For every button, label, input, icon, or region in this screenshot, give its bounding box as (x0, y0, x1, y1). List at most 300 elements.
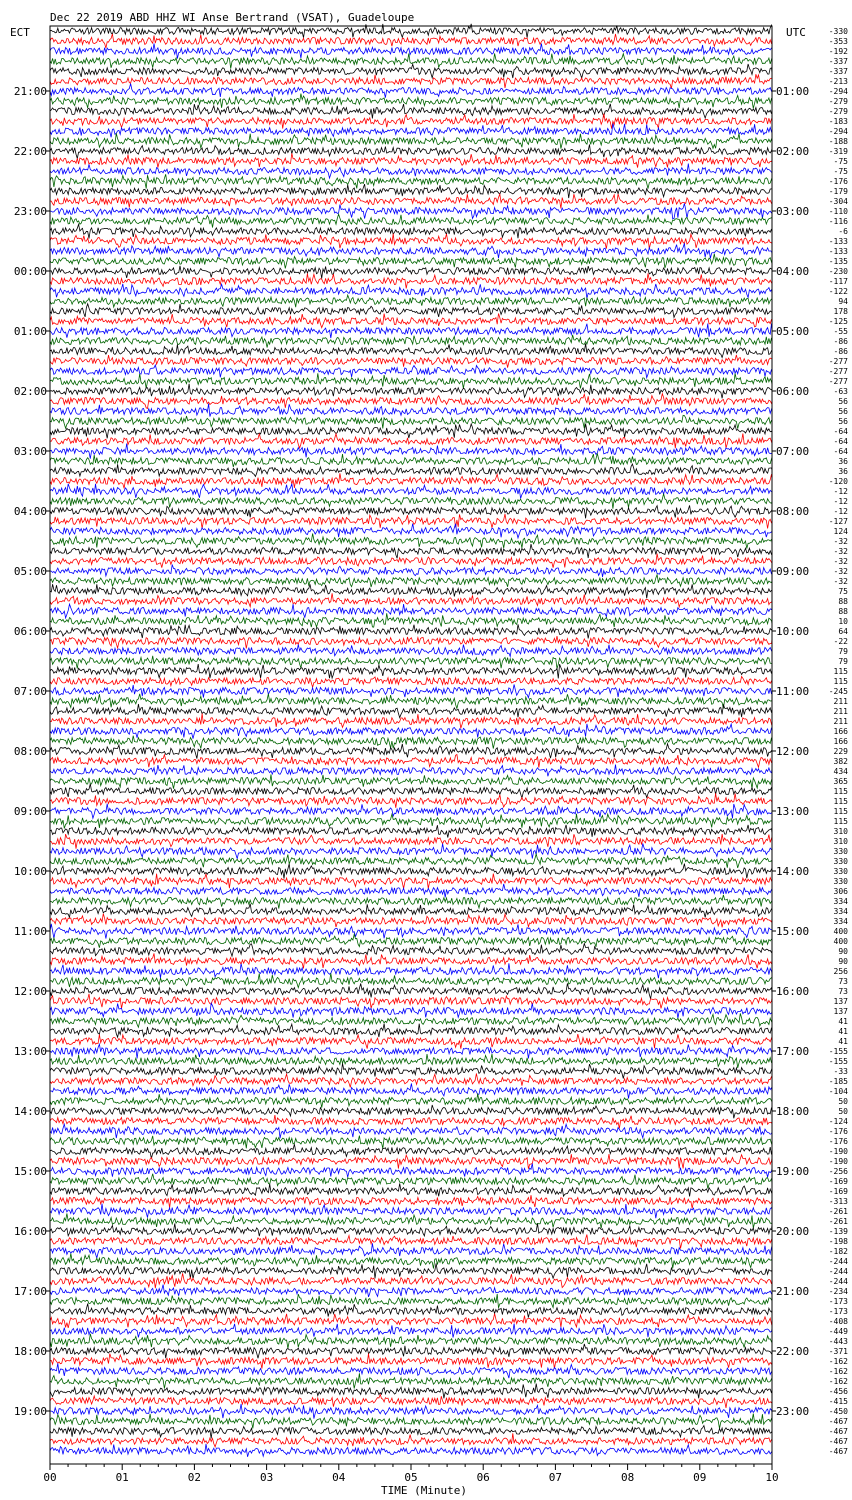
trace-offset-63: 79 (838, 657, 848, 666)
trace-offset-74: 434 (833, 767, 848, 776)
trace-offset-107: 50 (838, 1097, 848, 1106)
trace-offset-34: -277 (828, 367, 848, 376)
right-hour-label-11: 12:00 (776, 745, 810, 758)
trace-offset-50: 124 (833, 527, 848, 536)
trace-offset-94: 256 (833, 967, 848, 976)
seismic-trace-61 (50, 636, 772, 648)
trace-offset-21: -133 (828, 237, 848, 246)
trace-offset-104: -33 (833, 1067, 848, 1076)
right-hour-label-14: 15:00 (776, 925, 810, 938)
right-hour-label-13: 14:00 (776, 865, 810, 878)
seismic-trace-33 (50, 355, 772, 368)
trace-offset-75: 365 (833, 777, 848, 786)
seismic-trace-90 (50, 924, 772, 939)
trace-offset-106: -104 (828, 1087, 848, 1096)
right-hour-label-0: 01:00 (776, 85, 810, 98)
right-hour-label-15: 16:00 (776, 985, 810, 998)
right-hour-label-18: 19:00 (776, 1165, 810, 1178)
trace-offset-102: -155 (828, 1047, 848, 1056)
trace-offset-91: 400 (833, 937, 848, 946)
seismic-trace-38 (50, 404, 772, 417)
seismic-trace-107 (50, 1094, 772, 1108)
seismic-trace-133 (50, 1354, 772, 1369)
x-tick-label-4: 04 (332, 1471, 346, 1484)
seismic-trace-123 (50, 1253, 772, 1268)
left-hour-label-2: 23:00 (13, 205, 47, 218)
trace-offset-113: -190 (828, 1157, 848, 1166)
trace-offset-17: -304 (828, 197, 848, 206)
seismic-trace-69 (50, 714, 772, 729)
trace-offset-101: 41 (838, 1037, 848, 1046)
seismic-trace-26 (50, 284, 772, 299)
trace-offset-5: -213 (828, 77, 848, 86)
trace-offset-6: -294 (828, 87, 848, 96)
seismic-trace-2 (50, 43, 772, 58)
trace-offset-44: 36 (838, 467, 848, 476)
seismic-trace-68 (50, 704, 772, 718)
seismic-trace-12 (50, 145, 772, 159)
trace-offset-76: 115 (833, 787, 848, 796)
left-hour-label-8: 05:00 (13, 565, 47, 578)
seismic-trace-85 (50, 874, 772, 889)
trace-offset-31: -86 (833, 337, 848, 346)
seismic-trace-45 (50, 473, 772, 488)
trace-offset-137: -415 (828, 1397, 848, 1406)
seismic-trace-66 (50, 685, 772, 698)
seismic-trace-102 (50, 1044, 772, 1058)
seismic-trace-114 (50, 1164, 772, 1178)
trace-offset-39: 56 (838, 417, 848, 426)
trace-offset-48: -12 (833, 507, 848, 516)
seismic-trace-64 (50, 664, 772, 678)
left-hour-labels (14, 85, 50, 1418)
seismic-trace-24 (50, 266, 772, 279)
trace-offset-59: 10 (838, 617, 848, 626)
trace-offset-49: -127 (828, 517, 848, 526)
trace-offset-47: -12 (833, 497, 848, 506)
trace-offset-67: 211 (833, 697, 848, 706)
trace-offset-80: 310 (833, 827, 848, 836)
x-tick-label-10: 10 (765, 1471, 779, 1484)
trace-offset-97: 137 (833, 997, 848, 1006)
left-hour-label-6: 03:00 (13, 445, 47, 458)
seismic-trace-75 (50, 774, 772, 788)
trace-offset-46: -12 (833, 487, 848, 496)
right-hour-label-19: 20:00 (776, 1225, 810, 1238)
trace-offset-72: 229 (833, 747, 848, 756)
trace-offset-61: -22 (833, 637, 848, 646)
seismic-trace-99 (50, 1013, 772, 1027)
left-hour-label-0: 21:00 (13, 85, 47, 98)
trace-offset-109: -124 (828, 1117, 848, 1126)
trace-offset-40: -64 (833, 427, 848, 436)
trace-offset-26: -122 (828, 287, 848, 296)
trace-offset-62: 79 (838, 647, 848, 656)
seismic-trace-142 (50, 1444, 772, 1457)
seismic-trace-81 (50, 834, 772, 849)
trace-offset-23: -135 (828, 257, 848, 266)
trace-offset-125: -244 (828, 1277, 848, 1286)
seismic-trace-30 (50, 324, 772, 338)
trace-offset-9: -183 (828, 117, 848, 126)
seismic-trace-127 (50, 1294, 772, 1308)
trace-offset-93: 90 (838, 957, 848, 966)
trace-offset-99: 41 (838, 1017, 848, 1026)
trace-offset-139: -467 (828, 1417, 848, 1426)
seismic-trace-65 (50, 677, 772, 688)
seismic-trace-116 (50, 1183, 772, 1196)
trace-offset-70: 166 (833, 727, 848, 736)
trace-offset-129: -408 (828, 1317, 848, 1326)
trace-offset-84: 330 (833, 867, 848, 876)
trace-offset-124: -244 (828, 1267, 848, 1276)
right-hour-labels (772, 85, 809, 1418)
seismic-trace-51 (50, 534, 772, 549)
seismic-trace-52 (50, 544, 772, 558)
trace-offset-132: -371 (828, 1347, 848, 1356)
seismic-trace-49 (50, 514, 772, 528)
trace-offset-69: 211 (833, 717, 848, 726)
seismic-trace-59 (50, 613, 772, 627)
seismic-trace-20 (50, 224, 772, 238)
trace-offset-27: 94 (838, 297, 848, 306)
trace-offset-60: 64 (838, 627, 848, 636)
seismic-trace-92 (50, 944, 772, 957)
seismic-trace-40 (50, 424, 772, 439)
trace-offset-22: -133 (828, 247, 848, 256)
seismic-trace-86 (50, 884, 772, 898)
trace-offset-3: -337 (828, 57, 848, 66)
right-timezone-label: UTC (786, 26, 806, 39)
seismic-trace-117 (50, 1195, 772, 1208)
seismic-trace-101 (50, 1034, 772, 1049)
seismic-trace-71 (50, 736, 772, 749)
trace-offset-133: -162 (828, 1357, 848, 1366)
trace-offset-35: -277 (828, 377, 848, 386)
seismic-trace-57 (50, 593, 772, 607)
seismic-trace-139 (50, 1414, 772, 1429)
trace-offset-11: -188 (828, 137, 848, 146)
seismic-trace-23 (50, 254, 772, 269)
seismic-trace-120 (50, 1223, 772, 1236)
x-tick-label-2: 02 (187, 1471, 202, 1484)
right-hour-label-10: 11:00 (776, 685, 810, 698)
seismic-trace-138 (50, 1404, 772, 1419)
trace-offset-54: -32 (833, 567, 848, 576)
seismic-trace-21 (50, 234, 772, 249)
seismic-trace-88 (50, 904, 772, 918)
trace-offset-114: -256 (828, 1167, 848, 1176)
seismic-trace-109 (50, 1115, 772, 1128)
seismic-trace-97 (50, 994, 772, 1009)
left-hour-label-3: 00:00 (13, 265, 47, 278)
trace-offset-10: -294 (828, 127, 848, 136)
x-tick-label-1: 01 (115, 1471, 129, 1484)
left-hour-label-10: 07:00 (13, 685, 47, 698)
trace-offset-25: -117 (828, 277, 848, 286)
left-hour-label-20: 17:00 (13, 1285, 47, 1298)
right-hour-label-5: 06:00 (776, 385, 810, 398)
right-hour-label-20: 21:00 (776, 1285, 810, 1298)
trace-offset-65: 115 (833, 677, 848, 686)
left-hour-label-18: 15:00 (13, 1165, 47, 1178)
trace-offset-52: -32 (833, 547, 848, 556)
trace-offset-89: 334 (833, 917, 848, 926)
seismic-trace-60 (50, 624, 772, 638)
seismic-trace-132 (50, 1344, 772, 1358)
trace-offset-73: 382 (833, 757, 848, 766)
trace-offset-53: -32 (833, 557, 848, 566)
left-hour-label-1: 22:00 (13, 145, 47, 158)
trace-offset-142: -467 (828, 1447, 848, 1456)
seismic-trace-18 (50, 203, 772, 218)
right-hour-label-1: 02:00 (776, 145, 810, 158)
trace-offset-86: 306 (833, 887, 848, 896)
seismic-trace-79 (50, 814, 772, 829)
x-tick-label-3: 03 (259, 1471, 274, 1484)
trace-offset-labels (829, 27, 848, 1456)
seismic-trace-96 (50, 983, 772, 998)
left-hour-label-4: 01:00 (13, 325, 47, 338)
right-hour-label-21: 22:00 (776, 1345, 810, 1358)
seismic-trace-82 (50, 844, 772, 859)
trace-offset-78: 115 (833, 807, 848, 816)
left-hour-label-5: 02:00 (13, 385, 47, 398)
seismic-trace-41 (50, 434, 772, 449)
trace-offset-43: 36 (838, 457, 848, 466)
x-tick-label-5: 05 (404, 1471, 418, 1484)
seismic-trace-63 (50, 656, 772, 669)
seismic-trace-55 (50, 575, 772, 587)
seismic-trace-130 (50, 1324, 772, 1338)
seismic-trace-25 (50, 273, 772, 288)
seismic-trace-122 (50, 1243, 772, 1258)
trace-offset-81: 310 (833, 837, 848, 846)
seismic-trace-16 (50, 184, 772, 198)
trace-offset-0: -330 (828, 27, 848, 36)
trace-offset-126: -234 (828, 1287, 848, 1296)
seismic-trace-44 (50, 464, 772, 477)
trace-group (50, 24, 772, 1457)
seismic-trace-118 (50, 1204, 772, 1219)
seismic-trace-124 (50, 1263, 772, 1278)
seismic-trace-98 (50, 1003, 772, 1018)
trace-offset-100: 41 (838, 1027, 848, 1036)
seismic-trace-62 (50, 645, 772, 657)
trace-offset-19: -116 (828, 217, 848, 226)
trace-offset-7: -279 (828, 97, 848, 106)
trace-offset-32: -86 (833, 347, 848, 356)
seismic-trace-10 (50, 124, 772, 138)
chart-title: Dec 22 2019 ABD HHZ WI Anse Bertrand (VSAT), Guadeloupe (50, 11, 415, 24)
trace-offset-117: -313 (828, 1197, 848, 1206)
x-tick-label-6: 06 (476, 1471, 490, 1484)
trace-offset-108: 50 (838, 1107, 848, 1116)
trace-offset-98: 137 (833, 1007, 848, 1016)
seismic-trace-27 (50, 295, 772, 307)
right-hour-label-8: 09:00 (776, 565, 810, 578)
right-hour-label-16: 17:00 (776, 1045, 810, 1058)
x-tick-label-9: 09 (693, 1471, 707, 1484)
trace-offset-42: -64 (833, 447, 848, 456)
right-hour-label-9: 10:00 (776, 625, 810, 638)
trace-offset-1: -353 (828, 37, 848, 46)
x-tick-label-8: 08 (620, 1471, 635, 1484)
x-axis-label: TIME (Minute) (380, 1484, 468, 1497)
trace-offset-71: 166 (833, 737, 848, 746)
seismic-trace-103 (50, 1054, 772, 1068)
right-hour-label-2: 03:00 (776, 205, 810, 218)
seismic-trace-126 (50, 1285, 772, 1297)
seismic-trace-137 (50, 1395, 772, 1408)
seismic-trace-42 (50, 444, 772, 459)
seismic-trace-35 (50, 373, 772, 388)
left-hour-label-17: 14:00 (13, 1105, 47, 1118)
trace-offset-57: 88 (838, 597, 848, 606)
trace-offset-96: 73 (838, 987, 848, 996)
seismic-trace-87 (50, 895, 772, 909)
seismic-trace-34 (50, 365, 772, 378)
seismic-trace-134 (50, 1363, 772, 1378)
right-hour-label-6: 07:00 (776, 445, 810, 458)
seismic-trace-131 (50, 1334, 772, 1349)
seismic-trace-115 (50, 1174, 772, 1189)
seismic-trace-135 (50, 1373, 772, 1388)
seismic-trace-7 (50, 94, 772, 109)
plot-frame (50, 26, 772, 1464)
right-hour-label-22: 23:00 (776, 1405, 810, 1418)
right-hour-label-12: 13:00 (776, 805, 810, 818)
trace-offset-85: 330 (833, 877, 848, 886)
trace-offset-131: -443 (828, 1337, 848, 1346)
trace-offset-83: 330 (833, 857, 848, 866)
seismic-trace-4 (50, 64, 772, 78)
trace-offset-121: -198 (828, 1237, 848, 1246)
seismic-trace-28 (50, 304, 772, 318)
seismic-trace-89 (50, 914, 772, 928)
seismic-trace-54 (50, 565, 772, 577)
trace-offset-122: -182 (828, 1247, 848, 1256)
trace-offset-15: -176 (828, 177, 848, 186)
seismic-trace-8 (50, 104, 772, 119)
trace-offset-140: -467 (828, 1427, 848, 1436)
left-hour-label-19: 16:00 (13, 1225, 47, 1238)
trace-offset-115: -169 (828, 1177, 848, 1186)
left-hour-label-16: 13:00 (13, 1045, 47, 1058)
trace-offset-4: -337 (828, 67, 848, 76)
left-hour-label-15: 12:00 (13, 985, 47, 998)
trace-offset-56: 75 (838, 587, 848, 596)
trace-offset-41: -64 (833, 437, 848, 446)
seismic-trace-1 (50, 34, 772, 48)
seismic-trace-140 (50, 1426, 772, 1439)
left-hour-label-14: 11:00 (13, 925, 47, 938)
trace-offset-95: 73 (838, 977, 848, 986)
seismic-trace-128 (50, 1304, 772, 1318)
seismic-trace-91 (50, 934, 772, 947)
trace-offset-103: -155 (828, 1057, 848, 1066)
seismic-trace-19 (50, 214, 772, 227)
seismic-trace-36 (50, 384, 772, 399)
seismic-trace-112 (50, 1144, 772, 1158)
trace-offset-36: -63 (833, 387, 848, 396)
seismic-trace-31 (50, 335, 772, 348)
left-hour-label-22: 19:00 (13, 1405, 47, 1418)
seismic-trace-72 (50, 744, 772, 759)
right-hour-label-4: 05:00 (776, 325, 810, 338)
trace-offset-134: -162 (828, 1367, 848, 1376)
trace-offset-24: -230 (828, 267, 848, 276)
trace-offset-33: -277 (828, 357, 848, 366)
trace-offset-127: -173 (828, 1297, 848, 1306)
trace-offset-128: -173 (828, 1307, 848, 1316)
trace-offset-123: -244 (828, 1257, 848, 1266)
trace-offset-135: -162 (828, 1377, 848, 1386)
trace-offset-45: -120 (828, 477, 848, 486)
left-hour-label-13: 10:00 (13, 865, 47, 878)
seismic-trace-53 (50, 554, 772, 568)
left-hour-label-21: 18:00 (13, 1345, 47, 1358)
right-hour-label-7: 08:00 (776, 505, 810, 518)
seismic-trace-100 (50, 1024, 772, 1037)
seismic-trace-94 (50, 963, 772, 978)
trace-offset-18: -110 (828, 207, 848, 216)
seismic-trace-106 (50, 1083, 772, 1098)
trace-offset-51: -32 (833, 537, 848, 546)
seismic-trace-3 (50, 53, 772, 68)
seismic-trace-58 (50, 604, 772, 618)
trace-offset-141: -467 (828, 1437, 848, 1446)
seismic-trace-32 (50, 343, 772, 357)
trace-offset-13: -75 (833, 157, 848, 166)
seismic-trace-74 (50, 765, 772, 777)
trace-offset-88: 334 (833, 907, 848, 916)
seismic-trace-76 (50, 784, 772, 798)
trace-offset-29: -125 (828, 317, 848, 326)
x-tick-label-7: 07 (548, 1471, 563, 1484)
left-timezone-label: ECT (10, 26, 30, 39)
trace-offset-14: -75 (833, 167, 848, 176)
seismic-trace-48 (50, 505, 772, 518)
trace-offset-90: 400 (833, 927, 848, 936)
trace-offset-55: -32 (833, 577, 848, 586)
seismic-trace-83 (50, 854, 772, 868)
left-hour-label-9: 06:00 (13, 625, 47, 638)
seismic-trace-110 (50, 1124, 772, 1138)
trace-offset-2: -192 (828, 47, 848, 56)
left-hour-label-7: 04:00 (13, 505, 47, 518)
x-tick-label-0: 00 (43, 1471, 57, 1484)
trace-offset-12: -319 (828, 147, 848, 156)
seismic-trace-125 (50, 1273, 772, 1288)
seismic-trace-29 (50, 314, 772, 328)
seismic-trace-129 (50, 1314, 772, 1328)
trace-offset-118: -261 (828, 1207, 848, 1216)
seismic-trace-121 (50, 1235, 772, 1249)
seismic-trace-15 (50, 174, 772, 188)
trace-offset-116: -169 (828, 1187, 848, 1196)
seismic-trace-108 (50, 1105, 772, 1118)
right-hour-label-17: 18:00 (776, 1105, 810, 1118)
trace-offset-30: -55 (833, 327, 848, 336)
trace-offset-82: 330 (833, 847, 848, 856)
x-axis (43, 1464, 778, 1484)
trace-offset-28: 178 (833, 307, 848, 316)
seismic-trace-5 (50, 74, 772, 88)
trace-offset-8: -279 (828, 107, 848, 116)
seismic-trace-39 (50, 415, 772, 428)
seismic-trace-50 (50, 524, 772, 538)
